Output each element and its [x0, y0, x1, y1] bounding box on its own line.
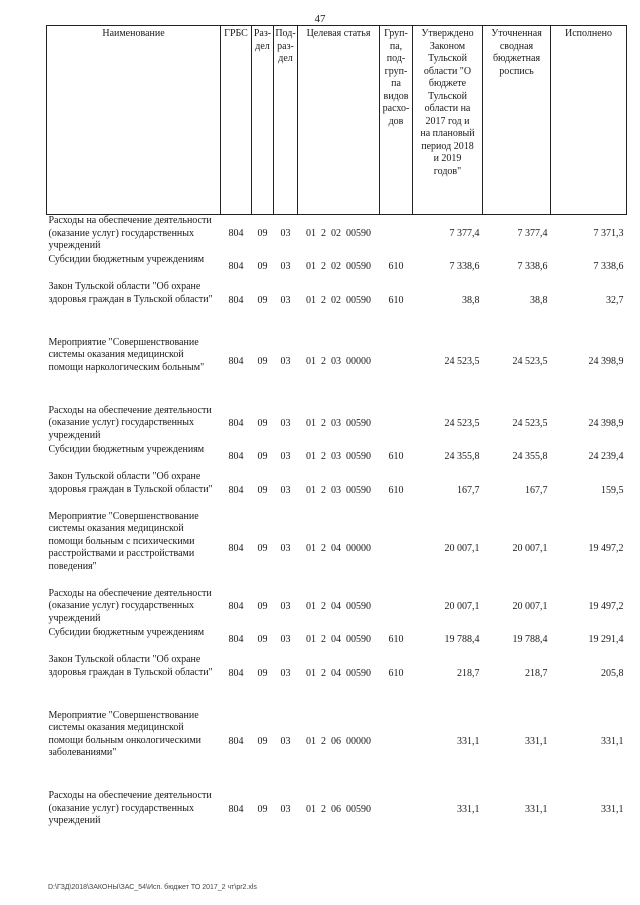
row-razdel: 09	[257, 634, 268, 646]
table-row	[47, 405, 627, 445]
row-spacer	[47, 389, 627, 405]
row-podrazdel: 03	[280, 228, 291, 240]
row-celevaya-statya: 01 2 03 00590	[306, 451, 371, 463]
row-utverzhdeno: 24 355,8	[444, 451, 480, 463]
row-utochnennaya: 218,7	[525, 667, 548, 679]
row-podrazdel: 03	[280, 601, 291, 612]
row-name: Мероприятие "Совершенствование системы оказания медицинской помощи больным онкологическими заболеваниями"	[48, 709, 202, 758]
header-name: Наименование	[47, 26, 221, 215]
row-utverzhdeno: 218,7	[457, 667, 480, 679]
row-utverzhdeno: 167,7	[457, 484, 480, 496]
row-spacer	[47, 774, 627, 790]
row-grbs: 804	[228, 484, 244, 496]
header-gruppa-vidov-raskhodov: Груп- па, под- груп- па видов расхо- дов	[380, 26, 413, 215]
row-utverzhdeno: 20 007,1	[444, 542, 480, 554]
table-header-row	[47, 26, 627, 215]
row-gruppa: 610	[388, 261, 404, 273]
row-utverzhdeno: 331,1	[457, 803, 480, 815]
row-podrazdel: 03	[280, 356, 291, 368]
row-grbs: 804	[228, 667, 244, 679]
row-name: Субсидии бюджетным учреждениям	[48, 254, 205, 265]
row-celevaya-statya: 01 2 06 00000	[306, 735, 371, 747]
file-path-footer: D:\ГЗД\2018\ЗАКОНЫ\ЗАС_54\Исп. бюджет ТО 2017_2 чт\pr2.xls	[48, 884, 257, 891]
row-celevaya-statya: 01 2 02 00590	[306, 261, 371, 273]
row-utochnennaya: 7 338,6	[517, 261, 548, 273]
row-ispolneno: 159,5	[601, 484, 624, 496]
row-utochnennaya: 7 377,4	[517, 228, 548, 240]
row-utochnennaya: 24 523,5	[512, 356, 548, 368]
row-name: Расходы на обеспечение деятельности (оказание услуг) государственных учреждений	[48, 404, 212, 441]
header-utochnennaya-rospis: Уточненная сводная бюджетная роспись	[483, 26, 551, 215]
row-grbs: 804	[228, 803, 244, 815]
row-utochnennaya: 20 007,1	[512, 542, 548, 554]
table-body	[47, 215, 627, 830]
row-utverzhdeno: 7 377,4	[449, 228, 480, 240]
row-utochnennaya: 38,8	[530, 294, 548, 306]
row-celevaya-statya: 01 2 02 00590	[306, 294, 371, 306]
row-grbs: 804	[228, 451, 244, 463]
row-name: Субсидии бюджетным учреждениям	[48, 444, 205, 455]
row-name: Мероприятие "Совершенствование системы оказания медицинской помощи больным с психическими расстройствами и расстройствами поведения"	[48, 510, 199, 572]
row-gruppa	[380, 511, 413, 588]
row-grbs: 804	[228, 735, 244, 747]
table-row	[47, 281, 627, 321]
row-razdel: 09	[257, 803, 268, 815]
row-name: Расходы на обеспечение деятельности (оказание услуг) государственных учреждений	[48, 215, 212, 251]
row-utverzhdeno: 38,8	[462, 294, 480, 306]
row-ispolneno: 24 239,4	[588, 451, 624, 463]
row-gruppa	[380, 215, 413, 255]
row-podrazdel: 03	[280, 261, 291, 273]
row-celevaya-statya: 01 2 04 00590	[306, 601, 371, 612]
row-podrazdel: 03	[280, 542, 291, 554]
table-row	[47, 710, 627, 775]
header-ispolneno: Исполнено	[551, 26, 627, 215]
row-utochnennaya: 19 788,4	[512, 634, 548, 646]
row-celevaya-statya: 01 2 02 00590	[306, 228, 371, 240]
row-gruppa	[380, 588, 413, 628]
row-ispolneno: 19 497,2	[588, 542, 624, 554]
row-razdel: 09	[257, 451, 268, 463]
row-podrazdel: 03	[280, 294, 291, 306]
row-razdel: 09	[257, 667, 268, 679]
row-ispolneno: 331,1	[601, 803, 624, 815]
row-name: Закон Тульской области "Об охране здоровья граждан в Тульской области"	[48, 471, 213, 495]
row-ispolneno: 205,8	[601, 667, 624, 679]
budget-table	[46, 25, 627, 830]
row-name: Закон Тульской области "Об охране здоровья граждан в Тульской области"	[48, 281, 213, 305]
header-podrazdel: Под- раз- дел	[274, 26, 298, 215]
row-ispolneno: 331,1	[601, 735, 624, 747]
row-ispolneno: 19 497,2	[588, 601, 624, 612]
row-utochnennaya: 331,1	[525, 735, 548, 747]
row-spacer	[47, 694, 627, 710]
row-utverzhdeno: 331,1	[457, 735, 480, 747]
table-row	[47, 254, 627, 281]
row-name: Расходы на обеспечение деятельности (оказание услуг) государственных учреждений	[48, 790, 212, 826]
row-spacer-cell	[47, 774, 627, 790]
row-utochnennaya: 20 007,1	[512, 601, 548, 612]
row-podrazdel: 03	[280, 484, 291, 496]
table-row	[47, 627, 627, 654]
row-ispolneno: 7 371,3	[593, 228, 624, 240]
row-celevaya-statya: 01 2 03 00590	[306, 484, 371, 496]
row-gruppa: 610	[388, 294, 404, 306]
row-spacer-cell	[47, 389, 627, 405]
row-gruppa: 610	[388, 667, 404, 679]
row-grbs: 804	[228, 356, 244, 368]
row-utochnennaya: 167,7	[525, 484, 548, 496]
page-number: 47	[314, 13, 326, 25]
row-razdel: 09	[257, 228, 268, 240]
row-gruppa: 610	[388, 634, 404, 646]
header-grbs: ГРБС	[221, 26, 252, 215]
row-utverzhdeno: 24 523,5	[444, 418, 480, 429]
header-utverzhdeno: Утверждено Законом Тульской области "О бюджете Тульской области на 2017 год и на плановый период 2018 и 2019 годов"	[413, 26, 483, 215]
table-row	[47, 654, 627, 694]
row-name: Закон Тульской области "Об охране здоровья граждан в Тульской области"	[48, 654, 213, 678]
row-gruppa: 610	[388, 484, 404, 496]
row-podrazdel: 03	[280, 735, 291, 747]
row-podrazdel: 03	[280, 803, 291, 815]
row-gruppa	[380, 790, 413, 830]
row-razdel: 09	[257, 294, 268, 306]
row-utverzhdeno: 20 007,1	[444, 601, 480, 612]
row-razdel: 09	[257, 601, 268, 612]
row-gruppa	[380, 710, 413, 775]
row-utverzhdeno: 7 338,6	[449, 261, 480, 273]
row-ispolneno: 19 291,4	[588, 634, 624, 646]
row-ispolneno: 32,7	[606, 294, 624, 306]
table-row	[47, 588, 627, 628]
row-ispolneno: 7 338,6	[593, 261, 624, 273]
row-utverzhdeno: 19 788,4	[444, 634, 480, 646]
row-podrazdel: 03	[280, 451, 291, 463]
row-celevaya-statya: 01 2 06 00590	[306, 803, 371, 815]
header-razdel: Раз- дел	[252, 26, 274, 215]
row-celevaya-statya: 01 2 04 00590	[306, 634, 371, 646]
row-ispolneno: 24 398,9	[588, 356, 624, 368]
row-ispolneno: 24 398,9	[588, 418, 624, 429]
table-row	[47, 215, 627, 255]
row-grbs: 804	[228, 634, 244, 646]
row-spacer	[47, 321, 627, 337]
header-celevaya-statya: Целевая статья	[298, 26, 380, 215]
row-grbs: 804	[228, 261, 244, 273]
row-grbs: 804	[228, 418, 244, 429]
row-razdel: 09	[257, 484, 268, 496]
row-podrazdel: 03	[280, 667, 291, 679]
row-razdel: 09	[257, 542, 268, 554]
row-utochnennaya: 331,1	[525, 803, 548, 815]
row-podrazdel: 03	[280, 634, 291, 646]
row-utochnennaya: 24 355,8	[512, 451, 548, 463]
row-utverzhdeno: 24 523,5	[444, 356, 480, 368]
row-utochnennaya: 24 523,5	[512, 418, 548, 429]
row-celevaya-statya: 01 2 04 00000	[306, 542, 371, 554]
row-grbs: 804	[228, 294, 244, 306]
table-row	[47, 511, 627, 588]
row-name: Субсидии бюджетным учреждениям	[48, 627, 205, 638]
row-celevaya-statya: 01 2 03 00000	[306, 356, 371, 368]
table-row	[47, 471, 627, 511]
row-spacer-cell	[47, 321, 627, 337]
table-row	[47, 790, 627, 830]
row-podrazdel: 03	[280, 418, 291, 429]
row-gruppa	[380, 405, 413, 445]
row-celevaya-statya: 01 2 03 00590	[306, 418, 371, 429]
row-grbs: 804	[228, 601, 244, 612]
table-row	[47, 337, 627, 389]
row-razdel: 09	[257, 735, 268, 747]
row-name: Расходы на обеспечение деятельности (оказание услуг) государственных учреждений	[48, 587, 212, 624]
row-grbs: 804	[228, 542, 244, 554]
row-name: Мероприятие "Совершенствование системы оказания медицинской помощи наркологическим больным"	[48, 336, 205, 373]
row-grbs: 804	[228, 228, 244, 240]
row-gruppa: 610	[388, 451, 404, 463]
row-gruppa	[380, 337, 413, 389]
row-celevaya-statya: 01 2 04 00590	[306, 667, 371, 679]
row-razdel: 09	[257, 356, 268, 368]
row-razdel: 09	[257, 261, 268, 273]
row-spacer-cell	[47, 694, 627, 710]
row-razdel: 09	[257, 418, 268, 429]
table-row	[47, 444, 627, 471]
